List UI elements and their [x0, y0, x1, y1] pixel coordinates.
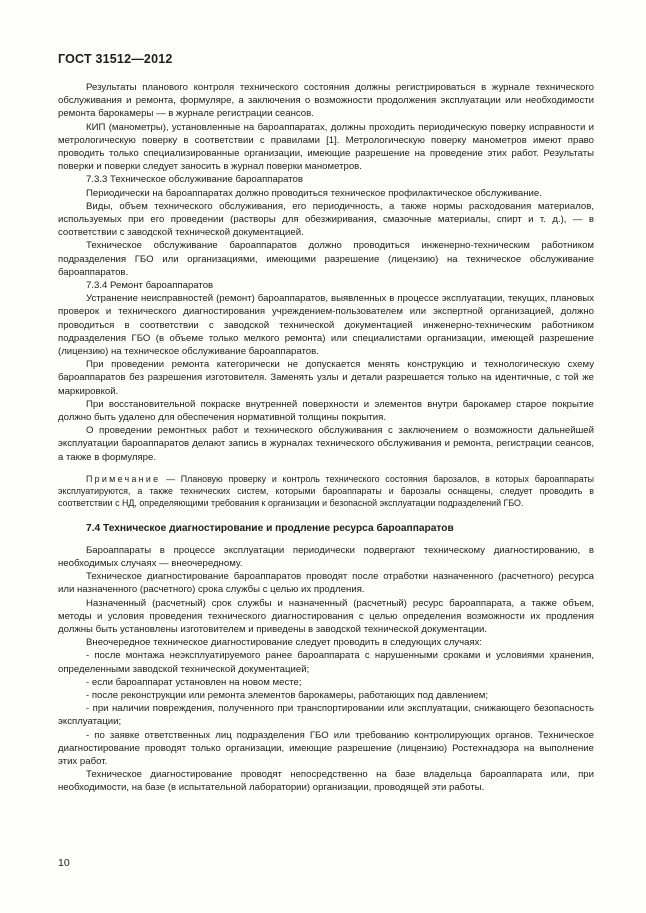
paragraph: О проведении ремонтных работ и технического обслуживания с заключением о возможности дальнейшей эксплуатации бароаппаратов делают запись в журналах технического обслуживания и ремонта, регистрации сеансов, а также в формуляре.	[58, 425, 594, 463]
list-item: - по заявке ответственных лиц подразделения ГБО или требованию контролирующих органов. Техническое диагностирование проводят только организации, имеющие разрешение (лицензию) Ростехнадзора на выполнение этих работ.	[58, 729, 594, 768]
paragraph: При проведении ремонта категорически не допускается менять конструкцию и технологическую схему бароаппаратов без разрешения изготовителя. Заменять узлы и детали разрешается только на идентичные, с той же маркировкой.	[58, 359, 594, 397]
paragraph: Назначенный (расчетный) срок службы и назначенный (расчетный) ресурс бароаппарата, а также объем, методы и условия проведения технического диагностирования с целью определения возможности их продления должны быть установлены изготовителем и приведены в заводской технической документации.	[58, 597, 594, 635]
paragraph: Виды, объем технического обслуживания, его периодичность, а также нормы расходования материалов, используемых при его проведении (растворы для обезжиривания, смазочные материалы, спирт и т. д.), — в соответствии с заводской технической документацией.	[58, 200, 594, 239]
document-code-header: ГОСТ 31512—2012	[58, 52, 173, 66]
paragraph: Внеочередное техническое диагностирование следует проводить в следующих случаях:	[86, 637, 483, 649]
paragraph: Устранение неисправностей (ремонт) бароаппаратов, выявленных в процессе эксплуатации, текущих, плановых проверок и технического диагностирования учреждением-пользователем или экспертной организацией, должно проводиться в соответствии с заводской технической документацией инженерно-техническим работником подразделения ГБО (в объеме только мелкого ремонта) или специалистами организации, имеющей разрешение (лицензию) на техническое обслуживание бароаппаратов.	[58, 293, 594, 358]
list-item: - после монтажа неэксплуатируемого ранее бароаппарата с нарушенными сроками и условиями хранения, определенными заводской технической документацией;	[58, 650, 594, 675]
list-item: - после реконструкции или ремонта элементов барокамеры, работающих под давлением;	[86, 690, 489, 702]
note-text: — Плановую проверку и контроль технического состояния барозалов, в которых бароаппараты эксплуатируются, а также технических систем, которыми бароаппараты и барозалы оснащены, следует проводить в соответствии с НД, определяющими требования к организации и безопасной эксплуатации подразделений ГБО.	[58, 473, 594, 509]
paragraph: При восстановительной покраске внутренней поверхности и элементов внутри барокамер старое покрытие должно быть удалено для обеспечения нормативной толщины покрытия.	[58, 398, 594, 424]
paragraph: Техническое обслуживание бароаппаратов должно проводиться инженерно-техническим работником подразделения ГБО или организациями, имеющими разрешение (лицензию) на техническое обслуживание бароаппаратов.	[58, 240, 594, 278]
note-block	[58, 473, 594, 510]
paragraph: Бароаппараты в процессе эксплуатации периодически подвергают техническому диагностированию, в необходимых случаях — внеочередному.	[58, 544, 594, 569]
subsection-heading-7-3-4: 7.3.4 Ремонт бароаппаратов	[86, 280, 214, 292]
paragraph: Результаты планового контроля технического состояния должны регистрироваться в журнале технического обслуживания и ремонта, формуляре, а заключения о возможности продолжения эксплуатации или необходимости ремонта барокамеры — в журнале регистрации сеансов.	[58, 82, 594, 120]
paragraph: Техническое диагностирование бароаппаратов проводят после отработки назначенного (расчетного) ресурса или назначенного (расчетного) срока службы с целью их продления.	[58, 571, 594, 596]
paragraph: КИП (манометры), установленные на бароаппаратах, должны проходить периодическую поверку исправности и метрологическую поверку в соответствии с правилами [1]. Метрологическую поверку манометров имеют право проводить только специализированные организации, имеющие разрешение на проведение этих работ. Результаты поверки и поверки следует заносить в журнал поверки манометров.	[58, 121, 594, 173]
note-lead: Примечание	[86, 473, 161, 484]
document-body	[58, 81, 594, 795]
list-item: - если бароаппарат установлен на новом месте;	[86, 676, 302, 688]
paragraph: Техническое диагностирование проводят непосредственно на базе владельца бароаппарата или, при необходимости, на базе (в испытательной лаборатории) организации, проводящей эти работы.	[58, 769, 594, 794]
page-number: 10	[58, 857, 70, 869]
list-item: - при наличии повреждения, полученного при транспортировании или эксплуатации, снижающего безопасность эксплуатации;	[58, 703, 594, 728]
section-heading-7-4: 7.4 Техническое диагностирование и продление ресурса бароаппаратов	[86, 522, 454, 534]
subsection-heading-7-3-3: 7.3.3 Техническое обслуживание бароаппаратов	[86, 174, 303, 186]
paragraph: Периодически на бароаппаратах должно проводиться техническое профилактическое обслуживание.	[86, 187, 542, 199]
